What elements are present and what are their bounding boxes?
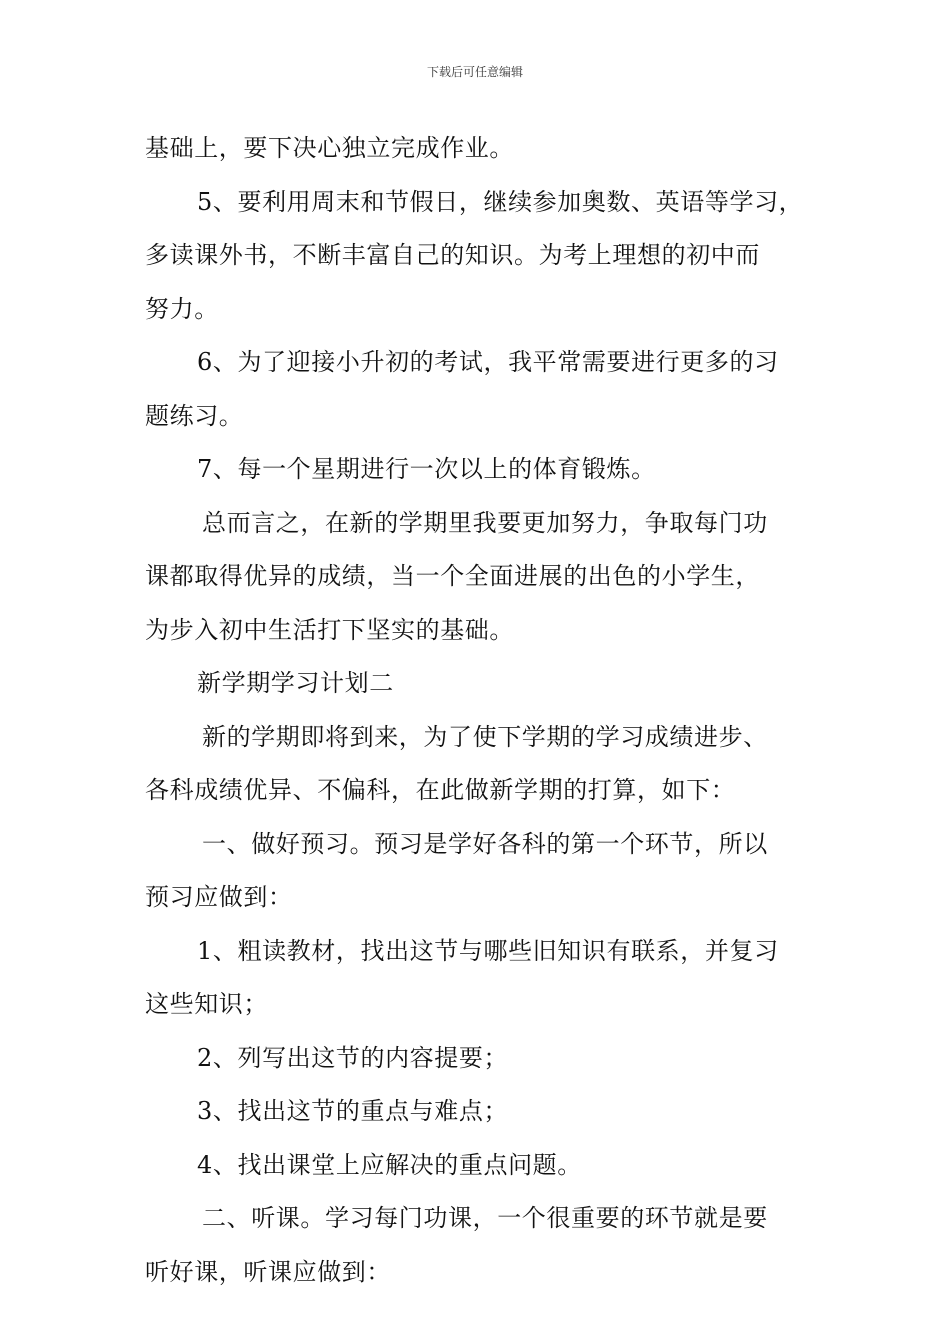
paragraph-line: 4、找出课堂上应解决的重点问题。	[197, 1150, 582, 1179]
paragraph-line: 二、听课。学习每门功课，一个很重要的环节就是要	[202, 1204, 768, 1232]
paragraph-line: 努力。	[145, 294, 219, 323]
paragraph-line: 5、要利用周末和节假日，继续参加奥数、英语等学习，	[197, 187, 804, 216]
paragraph-line: 多读课外书，不断丰富自己的知识。为考上理想的初中而	[145, 241, 760, 269]
paragraph-line: 1、粗读教材，找出这节与哪些旧知识有联系，并复习	[197, 936, 779, 965]
paragraph-line: 总而言之，在新的学期里我要更加努力，争取每门功	[202, 508, 768, 537]
paragraph-line: 课都取得优异的成绩，当一个全面进展的出色的小学生，	[145, 562, 760, 590]
paragraph-line: 听好课，听课应做到：	[145, 1257, 391, 1286]
paragraph-line: 基础上，要下决心独立完成作业。	[145, 134, 514, 162]
page-header: 下载后可任意编辑	[426, 65, 523, 79]
document-body	[145, 122, 815, 1299]
paragraph-line: 各科成绩优异、不偏科，在此做新学期的打算，如下：	[145, 776, 736, 804]
section-title: 新学期学习计划二	[197, 669, 394, 697]
paragraph-line: 新的学期即将到来，为了使下学期的学习成绩进步、	[202, 722, 768, 751]
paragraph-line: 6、为了迎接小升初的考试，我平常需要进行更多的习	[197, 348, 779, 376]
paragraph-line: 预习应做到：	[145, 883, 293, 911]
paragraph-line: 这些知识；	[145, 990, 268, 1018]
paragraph-line: 为步入初中生活打下坚实的基础。	[145, 615, 514, 644]
paragraph-line: 7、每一个星期进行一次以上的体育锻炼。	[197, 455, 656, 483]
paragraph-line: 3、找出这节的重点与难点；	[197, 1097, 509, 1125]
paragraph-line: 2、列写出这节的内容提要；	[197, 1043, 509, 1072]
paragraph-line: 题练习。	[145, 401, 244, 430]
paragraph-line: 一、做好预习。预习是学好各科的第一个环节，所以	[202, 829, 768, 858]
